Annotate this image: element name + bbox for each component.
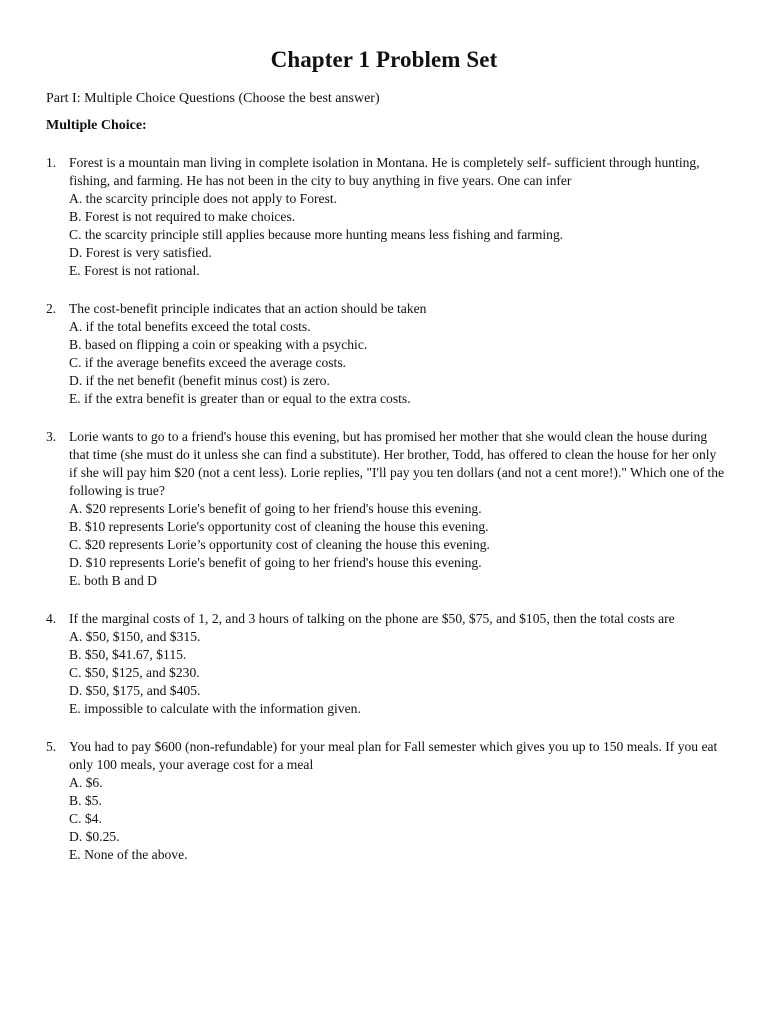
answer-option-c: C. the scarcity principle still applies because more hunting means less fishing and farming. xyxy=(69,227,564,242)
question-stem: You had to pay $600 (non-refundable) for your meal plan for Fall semester which gives you up to 150 meals. If you eat only 100 meals, your average cost for a meal xyxy=(69,739,718,772)
answer-option-a: A. $6. xyxy=(69,775,103,790)
question-5 xyxy=(46,738,726,864)
answer-option-c: C. $20 represents Lorie’s opportunity cost of cleaning the house this evening. xyxy=(69,537,490,552)
answer-options xyxy=(69,500,726,590)
page-title: Chapter 1 Problem Set xyxy=(270,47,498,72)
answer-option-a: A. the scarcity principle does not apply to Forest. xyxy=(69,191,338,206)
answer-option-b: B. $5. xyxy=(69,793,102,808)
section-heading: Multiple Choice: xyxy=(46,118,147,133)
question-stem: Lorie wants to go to a friend's house this evening, but has promised her mother that she would clean the house during that time (she must do it unless she can find a substitute). Her brother, Todd, has offered to clean the house for her only if she will pay him $20 (not a cent less). Lorie replies, "I'll pay you ten dollars (and not a cent more!)." Which one of the following is true? xyxy=(69,429,725,498)
answer-option-b: B. Forest is not required to make choices. xyxy=(69,209,296,224)
answer-option-e: E. impossible to calculate with the information given. xyxy=(69,701,361,716)
answer-option-e: E. if the extra benefit is greater than or equal to the extra costs. xyxy=(69,391,411,406)
answer-option-d: D. $10 represents Lorie's benefit of going to her friend's house this evening. xyxy=(69,555,482,570)
answer-option-b: B. $50, $41.67, $115. xyxy=(69,647,187,662)
answer-option-c: C. $4. xyxy=(69,811,102,826)
answer-option-d: D. Forest is very satisfied. xyxy=(69,245,212,260)
question-stem: The cost-benefit principle indicates that an action should be taken xyxy=(69,301,427,316)
answer-option-c: C. $50, $125, and $230. xyxy=(69,665,200,680)
question-number: 5. xyxy=(46,739,57,754)
answer-option-b: B. based on flipping a coin or speaking with a psychic. xyxy=(69,337,368,352)
answer-options xyxy=(69,628,726,718)
answer-option-e: E. None of the above. xyxy=(69,847,188,862)
answer-option-d: D. $50, $175, and $405. xyxy=(69,683,201,698)
question-4 xyxy=(46,610,726,718)
question-number: 2. xyxy=(46,301,57,316)
question-1 xyxy=(46,154,726,280)
question-number: 3. xyxy=(46,429,57,444)
answer-option-a: A. if the total benefits exceed the total costs. xyxy=(69,319,311,334)
answer-option-a: A. $50, $150, and $315. xyxy=(69,629,201,644)
question-2 xyxy=(46,300,726,408)
answer-options xyxy=(69,774,726,864)
answer-option-b: B. $10 represents Lorie's opportunity cost of cleaning the house this evening. xyxy=(69,519,489,534)
question-number: 1. xyxy=(46,155,57,170)
part-heading: Part I: Multiple Choice Questions (Choose the best answer) xyxy=(46,91,380,106)
answer-option-e: E. Forest is not rational. xyxy=(69,263,200,278)
question-stem: Forest is a mountain man living in complete isolation in Montana. He is completely self- sufficient through hunting, fishing, and farming. He has not been in the city to buy anything in five years. One can infer xyxy=(69,155,700,188)
answer-option-d: D. if the net benefit (benefit minus cost) is zero. xyxy=(69,373,330,388)
question-number: 4. xyxy=(46,611,57,626)
answer-options xyxy=(69,318,726,408)
answer-options xyxy=(69,190,726,280)
answer-option-c: C. if the average benefits exceed the average costs. xyxy=(69,355,347,370)
answer-option-e: E. both B and D xyxy=(69,573,157,588)
answer-option-a: A. $20 represents Lorie's benefit of going to her friend's house this evening. xyxy=(69,501,482,516)
question-3 xyxy=(46,428,726,590)
answer-option-d: D. $0.25. xyxy=(69,829,120,844)
question-list xyxy=(46,154,726,884)
question-stem: If the marginal costs of 1, 2, and 3 hours of talking on the phone are $50, $75, and $105, then the total costs are xyxy=(69,611,675,626)
